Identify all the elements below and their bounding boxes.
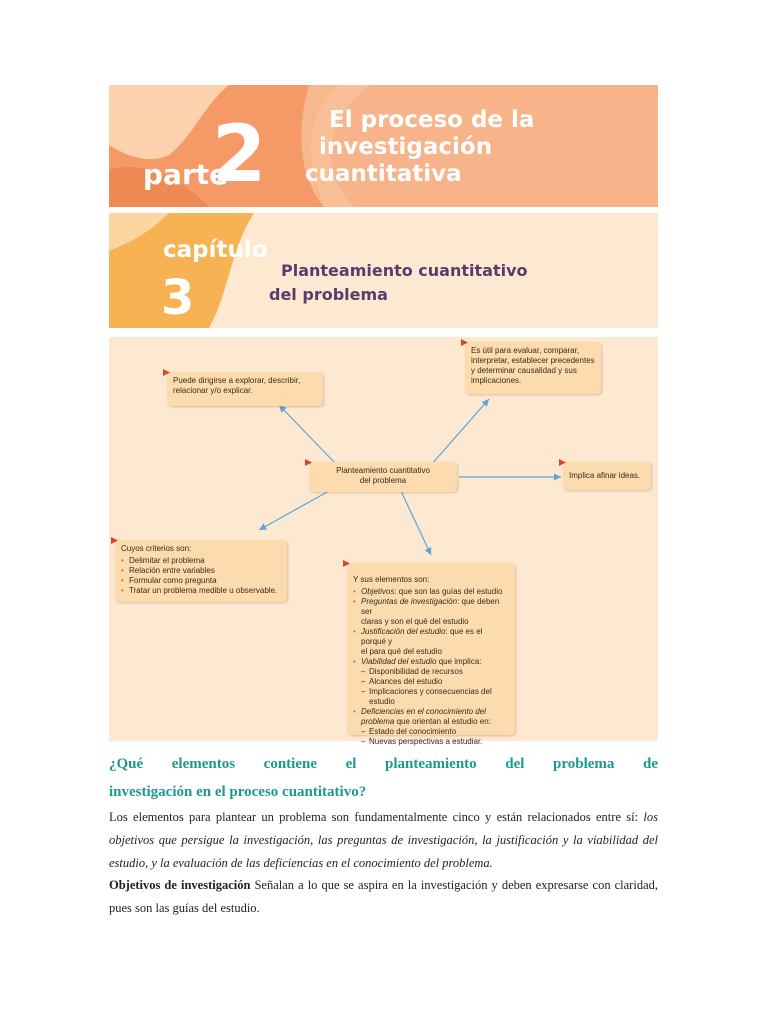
element-term: Justificación del estudio [361,627,446,636]
criteria-title: Cuyos criterios son: [121,544,192,553]
criteria-box [115,540,287,602]
list-item: • Relación entre variables [121,566,281,576]
red-marker-icon [559,459,566,466]
concept-map [109,337,658,746]
useful-line: Es útil para evaluar, comparar, [471,346,580,355]
refine-box [563,462,651,490]
explore-box [167,372,323,406]
paragraph-italic: los objetivos que persigue la investigación, las preguntas de investigación, la justificación y la viabilidad del estudio, y la evaluación de las deficiencias en el conocimiento del problema. [109,810,658,870]
element-text: claras y son el qué del estudio [361,617,469,626]
element-text: : que es el porqué y [361,627,483,646]
part-label: parte [143,158,229,191]
list-item: – Nuevas perspectivas a estudiar. [353,737,509,747]
list-item: – Estado del conocimiento [353,727,509,737]
elements-box [347,563,515,746]
part-title-line: cuantitativa [305,161,462,187]
elements-title: Y sus elementos son: [353,575,430,584]
list-item [353,627,509,657]
elements-list [353,587,509,747]
element-text: : que deben ser [361,597,500,616]
paragraph-objectives [109,874,658,920]
red-marker-icon [461,339,468,346]
useful-line: implicaciones. [471,376,522,385]
chapter-number: 3 [161,270,195,326]
list-item [353,597,509,627]
paragraph-intro [109,806,658,875]
criteria-list [121,556,281,596]
element-text: el para qué del estudio [361,647,442,656]
explore-line: Puede dirigirse a explorar, describir, [173,376,301,385]
list-item [353,587,509,597]
chapter-banner [109,213,658,328]
chapter-title [269,259,528,307]
list-item [353,657,509,667]
element-text: que orientan al estudio en: [394,717,491,726]
red-marker-icon [111,537,118,544]
heading-line: ¿Qué elementos contiene el planteamiento del problema de [109,756,658,772]
red-marker-icon [343,560,350,567]
heading-line: investigación en el proceso cuantitativo? [109,784,367,800]
explore-line: relacionar y/o explicar. [173,386,253,395]
part-title-line: investigación [319,134,493,160]
element-text: : que son las guías del estudio [394,587,503,596]
list-item: – Disponibilidad de recursos [353,667,509,677]
part-title [305,107,535,188]
section-heading [109,750,658,806]
element-term: Preguntas de investigación [361,597,458,606]
list-item [353,707,509,727]
element-term: Deficiencias en el conocimiento del [361,707,486,716]
part-banner [109,85,658,207]
useful-box [465,342,601,394]
chapter-title-line: Planteamiento cuantitativo [281,261,528,280]
chapter-label: capítulo [163,237,268,263]
paragraph-bold-term: Objetivos de investigación [109,878,251,892]
refine-text: Implica afinar ideas. [569,471,641,480]
center-box [309,462,457,492]
part-title-line: El proceso de la [329,107,535,133]
red-marker-icon [163,369,170,376]
element-term: Viabilidad del estudio [361,657,437,666]
list-item: • Tratar un problema medible u observable. [121,586,281,596]
part-number: 2 [212,110,267,200]
list-item: – Implicaciones y consecuencias del estudio [353,687,509,707]
useful-line: interpretar, establecer precedentes [471,356,595,365]
element-term: problema [361,717,395,726]
list-item: – Alcances del estudio [353,677,509,687]
red-marker-icon [305,459,312,466]
center-line: Planteamiento cuantitativo [336,466,430,475]
useful-line: y determinar causalidad y sus [471,366,577,375]
list-item: • Formular como pregunta [121,576,281,586]
paragraph-text: Señalan a lo que se aspira en la investigación y deben expresarse con claridad, pues son las guías del estudio. [109,878,658,915]
center-line: del problema [359,476,407,485]
element-term: Objetivos [361,587,395,596]
element-text: que implica: [436,657,482,666]
chapter-title-line: del problema [269,285,388,304]
paragraph-text: Los elementos para plantear un problema son fundamentalmente cinco y están relacionados entre sí: [109,810,639,824]
list-item: • Delimitar el problema [121,556,281,566]
